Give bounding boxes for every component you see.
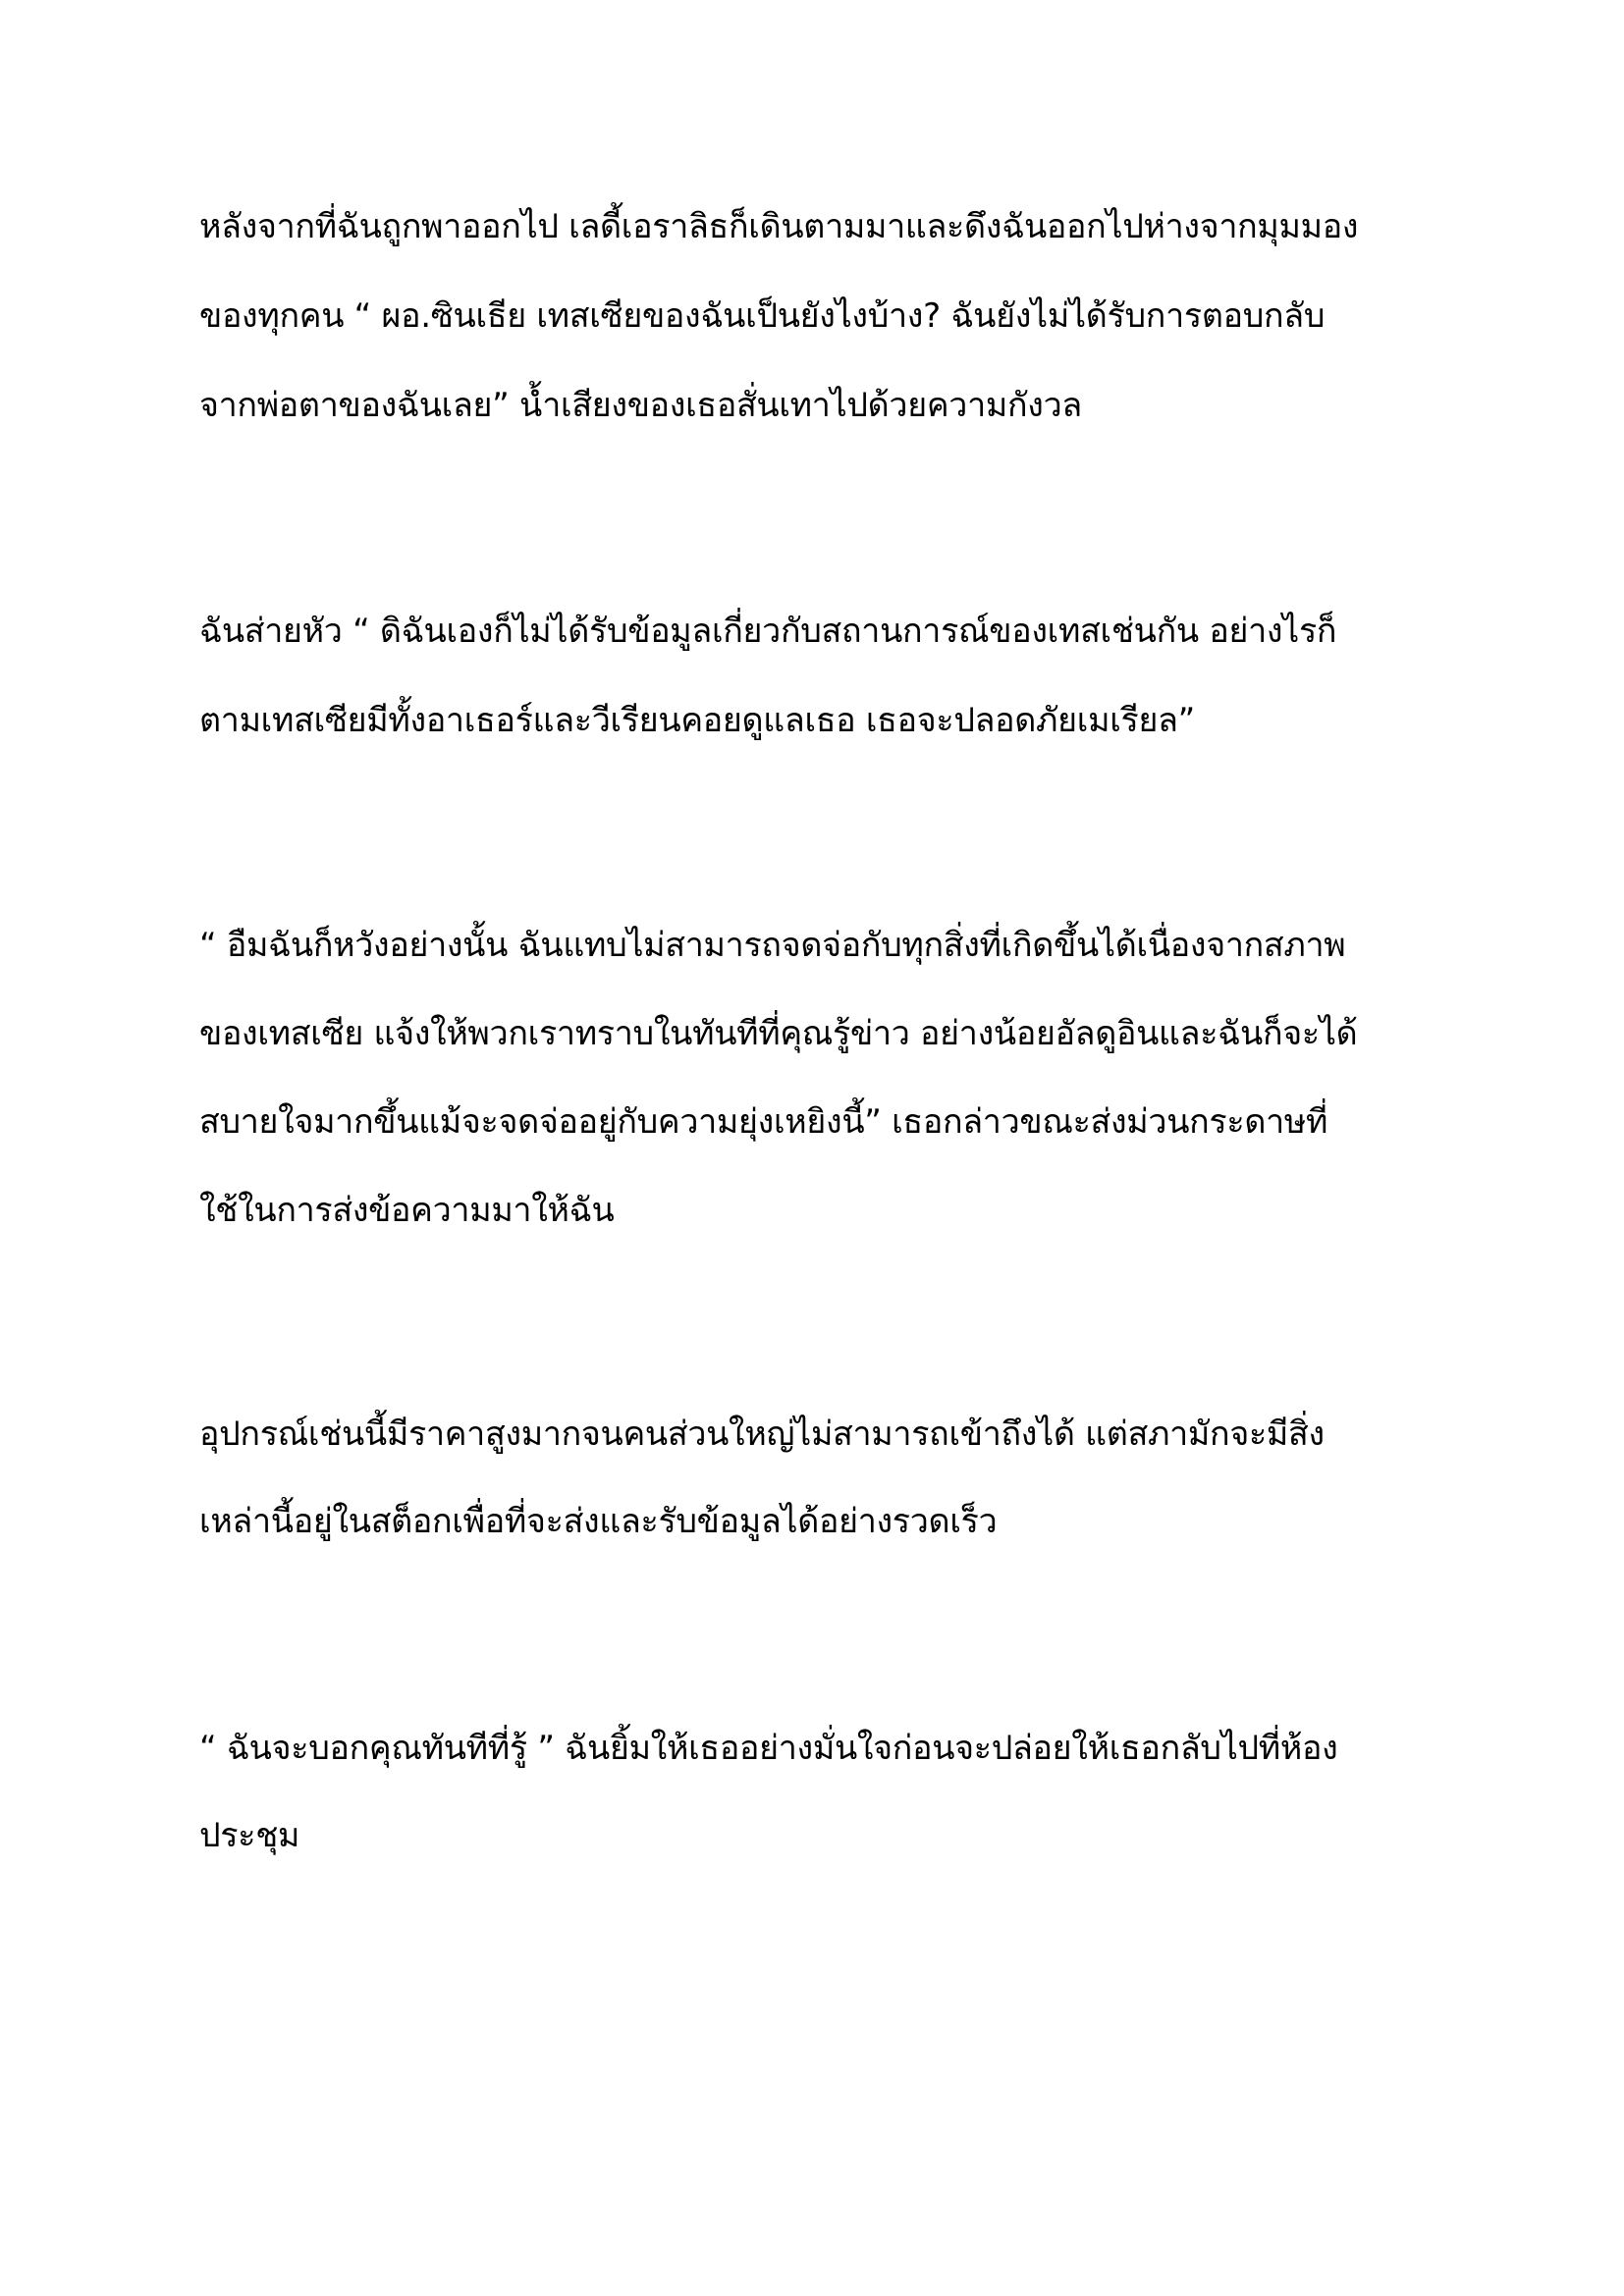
text-line: “ อืมฉันก็หวังอย่างนั้น ฉันแทบไม่สามารถจดจ่อกับทุกสิ่งที่เกิดขึ้นได้เนื่องจากสภาพ <box>199 926 1346 965</box>
text-line: จากพ่อตาของฉันเลย” น้ำเสียงของเธอสั่นเทาไปด้วยความกังวล <box>199 386 1082 425</box>
text-line: “ ฉันจะบอกคุณทันทีที่รู้ ” ฉันยิ้มให้เธออย่างมั่นใจก่อนจะปล่อยให้เธอกลับไปที่ห้อง <box>199 1729 1338 1768</box>
text-line: อุปกรณ์เช่นนี้มีราคาสูงมากจนคนส่วนใหญ่ไม่สามารถเข้าถึงได้ แต่สภามักจะมีสิ่ง <box>199 1415 1325 1454</box>
text-line: ใช้ในการส่งข้อความมาให้ฉัน <box>199 1191 615 1230</box>
text-line: ตามเทสเซียมีทั้งอาเธอร์และวีเรียนคอยดูแลเธอ เธอจะปลอดภัยเมเรียล” <box>199 701 1195 740</box>
text-line: ฉันส่ายหัว “ ดิฉันเองก็ไม่ได้รับข้อมูลเกี่ยวกับสถานการณ์ของเทสเช่นกัน อย่างไรก็ <box>199 612 1337 651</box>
text-line: สบายใจมากขึ้นแม้จะจดจ่ออยู่กับความยุ่งเหยิงนี้” เธอกล่าวขณะส่งม่วนกระดาษที่ <box>199 1102 1328 1142</box>
text-line: ของทุกคน “ ผอ.ซินเธีย เทสเซียของฉันเป็นยังไงบ้าง? ฉันยังไม่ได้รับการตอบกลับ <box>199 296 1326 336</box>
text-line: ประชุม <box>199 1816 300 1855</box>
text-line: หลังจากที่ฉันถูกพาออกไป เลดี้เอราลิธก็เดินตามมาและดึงฉันออกไปห่างจากมุมมอง <box>199 207 1359 246</box>
text-line: ของเทสเซีย แจ้งให้พวกเราทราบในทันทีที่คุณรู้ข่าว อย่างน้อยอัลดูอินและฉันก็จะได้ <box>199 1014 1358 1053</box>
text-line: เหล่านี้อยู่ในสต็อกเพื่อที่จะส่งและรับข้อมูลได้อย่างรวดเร็ว <box>199 1502 998 1541</box>
